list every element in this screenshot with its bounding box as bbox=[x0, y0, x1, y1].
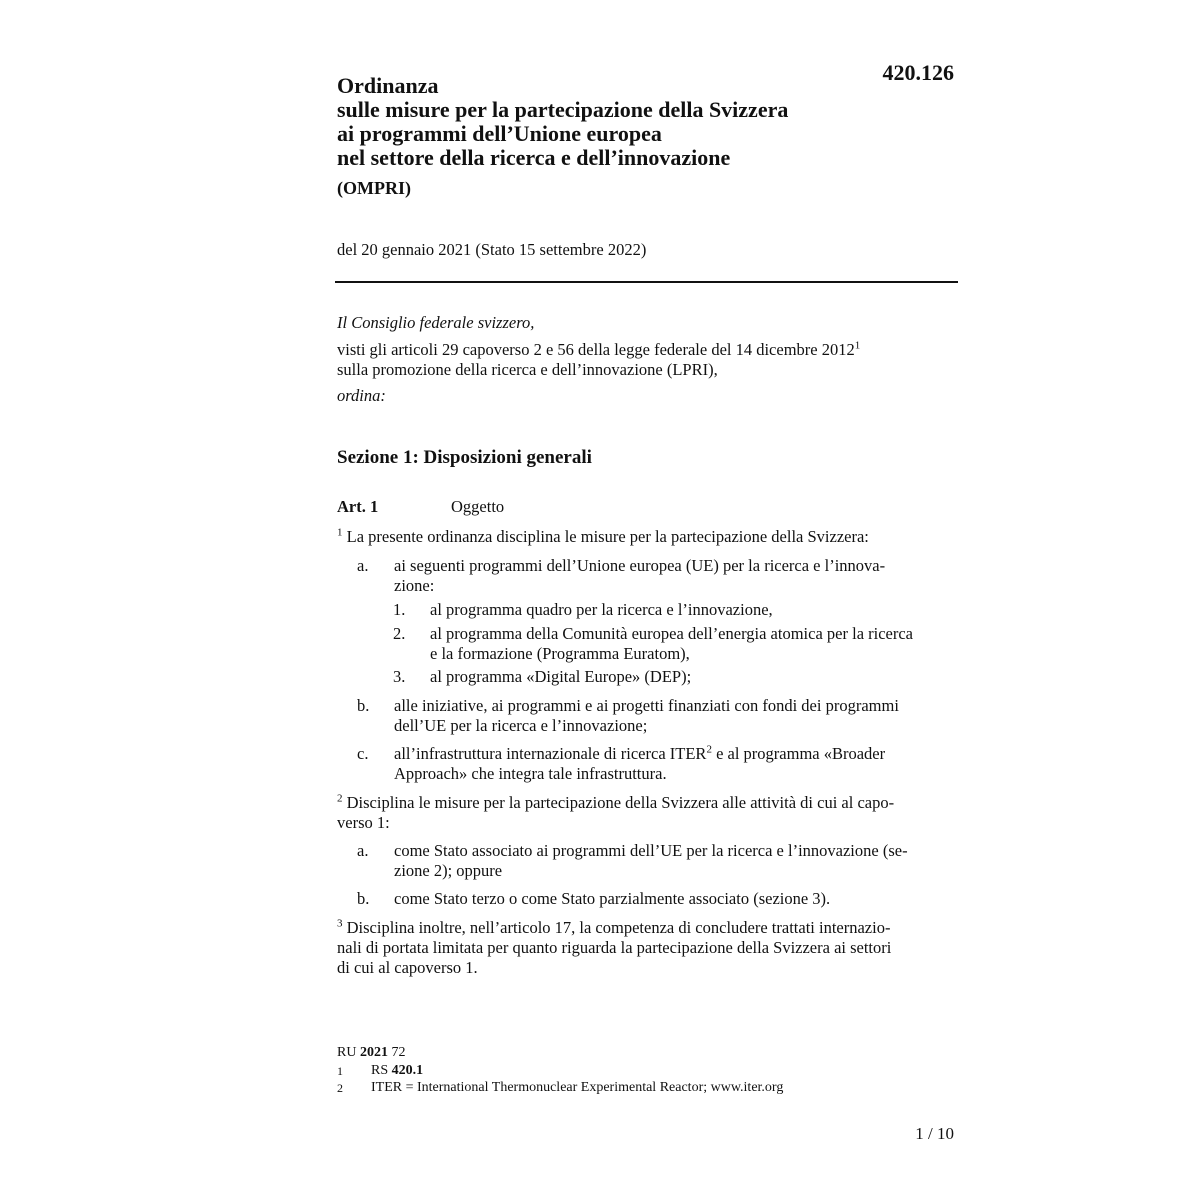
paragraph-number: 2 bbox=[337, 792, 343, 805]
paragraph-text: La presente ordinanza disciplina le misure per la partecipazione della Svizzera: bbox=[346, 527, 869, 546]
sublist-item-1: al programma quadro per la ricerca e l’innovazione, bbox=[430, 600, 773, 619]
footnote-number-2: 2 bbox=[337, 1081, 343, 1095]
preamble-decree: ordina: bbox=[337, 386, 386, 405]
footnote-1-ref: 420.1 bbox=[391, 1063, 424, 1078]
article-title: Oggetto bbox=[451, 497, 505, 516]
official-compilation-ref bbox=[337, 1044, 405, 1061]
p2-list-item-b: come Stato terzo o come Stato parzialmente associato (sezione 3). bbox=[394, 889, 831, 908]
paragraph-3-line-3: di cui al capoverso 1. bbox=[337, 958, 478, 977]
sublist-label-1: 1. bbox=[393, 600, 406, 619]
sr-number: 420.126 bbox=[882, 60, 954, 85]
paragraph-1 bbox=[337, 527, 955, 547]
document-abbreviation: (OMPRI) bbox=[337, 178, 411, 198]
sublist-label-3: 3. bbox=[393, 667, 406, 686]
section-title: Sezione 1: Disposizioni generali bbox=[337, 447, 592, 468]
paragraph-2-line-1 bbox=[337, 793, 954, 813]
ru-prefix: RU bbox=[337, 1045, 357, 1060]
document-date: del 20 gennaio 2021 (Stato 15 settembre 2022) bbox=[337, 240, 647, 259]
paragraph-2-line-2: verso 1: bbox=[337, 813, 390, 832]
ru-year: 2021 bbox=[359, 1045, 388, 1060]
preamble-basis-text: visti gli articoli 29 capoverso 2 e 56 della legge federale del 14 dicembre 2012 bbox=[337, 340, 855, 359]
list-item-c-text-cont: e al programma «Broader bbox=[711, 744, 886, 763]
article-number: Art. 1 bbox=[337, 497, 379, 516]
p2-list-label-b: b. bbox=[357, 889, 370, 908]
title-line-3: ai programmi dell’Unione europea bbox=[337, 121, 662, 146]
footnote-number-1: 1 bbox=[337, 1064, 343, 1078]
header-divider bbox=[335, 281, 958, 283]
sublist-item-2-line-2: e la formazione (Programma Euratom), bbox=[430, 644, 690, 663]
list-label-c: c. bbox=[357, 744, 369, 763]
list-item-a-line-2: zione: bbox=[394, 576, 435, 595]
preamble-basis-line-1 bbox=[337, 340, 955, 360]
list-item-c-line-2: Approach» che integra tale infrastruttura. bbox=[394, 764, 667, 783]
ru-page: 72 bbox=[391, 1045, 406, 1060]
paragraph-3-line-2: nali di portata limitata per quanto riguarda la partecipazione della Svizzera ai settori bbox=[337, 938, 892, 957]
footnote-1 bbox=[371, 1062, 423, 1079]
footnote-ref-2[interactable]: 2 bbox=[706, 743, 712, 756]
paragraph-text: Disciplina le misure per la partecipazione della Svizzera alle attività di cui al capo- bbox=[346, 793, 895, 812]
title-line-2: sulle misure per la partecipazione della Svizzera bbox=[337, 97, 789, 122]
document-title bbox=[337, 74, 788, 170]
paragraph-number: 1 bbox=[337, 526, 343, 539]
list-item-c-line-1 bbox=[394, 744, 954, 764]
preamble-authority: Il Consiglio federale svizzero, bbox=[337, 313, 535, 332]
list-label-a: a. bbox=[357, 556, 369, 575]
sublist-item-3: al programma «Digital Europe» (DEP); bbox=[430, 667, 692, 686]
list-item-b-line-1: alle iniziative, ai programmi e ai progetti finanziati con fondi dei programmi bbox=[394, 696, 899, 715]
sublist-label-2: 2. bbox=[393, 624, 406, 643]
list-label-b: b. bbox=[357, 696, 370, 715]
title-line-4: nel settore della ricerca e dell’innovazione bbox=[337, 145, 731, 170]
p2-list-item-a-line-2: zione 2); oppure bbox=[394, 861, 503, 880]
p2-list-item-a-line-1: come Stato associato ai programmi dell’UE per la ricerca e l’innovazione (se- bbox=[394, 841, 908, 860]
paragraph-number: 3 bbox=[337, 917, 343, 930]
sublist-item-2-line-1: al programma della Comunità europea dell’energia atomica per la ricerca bbox=[430, 624, 914, 643]
title-line-1: Ordinanza bbox=[337, 73, 439, 98]
list-item-b-line-2: dell’UE per la ricerca e l’innovazione; bbox=[394, 716, 648, 735]
p2-list-label-a: a. bbox=[357, 841, 369, 860]
footnote-1-prefix: RS bbox=[371, 1063, 389, 1078]
paragraph-3-line-1 bbox=[337, 918, 954, 938]
list-item-a-line-1: ai seguenti programmi dell’Unione europea (UE) per la ricerca e l’innova- bbox=[394, 556, 886, 575]
footnote-2: ITER = International Thermonuclear Experimental Reactor; www.iter.org bbox=[371, 1080, 784, 1095]
preamble-basis-line-2: sulla promozione della ricerca e dell’innovazione (LPRI), bbox=[337, 360, 718, 379]
list-item-c-text: all’infrastruttura internazionale di ricerca ITER bbox=[394, 744, 707, 763]
page-number: 1 / 10 bbox=[915, 1124, 954, 1143]
paragraph-text: Disciplina inoltre, nell’articolo 17, la competenza di concludere trattati internazio- bbox=[346, 918, 891, 937]
footnote-ref-1[interactable]: 1 bbox=[854, 339, 861, 352]
